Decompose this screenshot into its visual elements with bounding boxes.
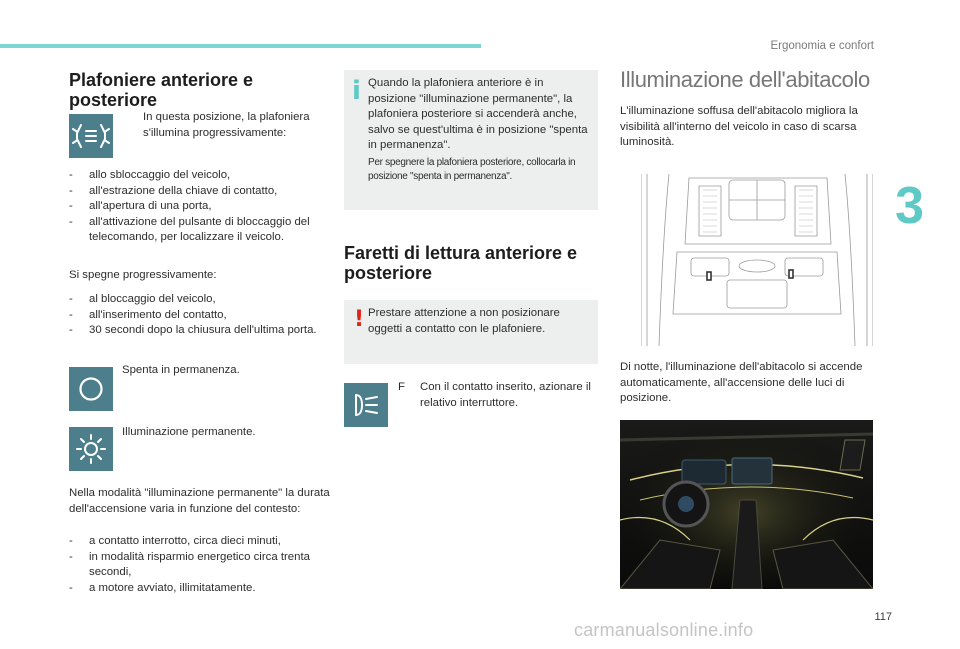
- cabin-para-1: L'illuminazione soffusa dell'abitacolo migliora la visibilità all'interno del veicolo in caso di scarsa luminosità.: [620, 105, 858, 149]
- ceiling-lights-title: [69, 70, 329, 110]
- permanent-note: Nella modalità "illuminazione permanente" la durata dell'accensione varia in funzione del contesto:: [69, 487, 330, 515]
- list-item: - allo sbloccaggio del veicolo,: [69, 168, 331, 184]
- title-line-2: posteriore: [69, 90, 158, 110]
- warning-icon: !: [354, 307, 365, 332]
- list-item: - all'attivazione del pulsante di bloccaggio del telecomando, per localizzare il veicolo.: [69, 215, 331, 246]
- warning-text: Prestare attenzione a non posizionare oggetti a contatto con le plafoniere.: [368, 307, 560, 335]
- ambient-lighting-photo: [620, 420, 873, 589]
- roof-console-drawing: [641, 174, 873, 346]
- title-line-1: Plafoniere anteriore e: [69, 70, 254, 90]
- circle-off-icon: [76, 374, 106, 404]
- warning-box: [344, 300, 598, 364]
- on-icon-box: [69, 427, 113, 471]
- reading-lamp-icon: [351, 390, 381, 420]
- watermark: carmanualsonline.info: [574, 620, 754, 640]
- bullet-marker: F: [398, 381, 405, 393]
- door-light-intro: In questa posizione, la plafoniera s'illumina progressivamente:: [143, 111, 310, 139]
- info-icon: i: [352, 76, 361, 106]
- off-label: Spenta in permanenza.: [122, 364, 240, 376]
- duration-list: [69, 534, 331, 596]
- sun-light-icon: [75, 433, 107, 465]
- page-number: 117: [874, 611, 892, 623]
- permanent-label: Illuminazione permanente.: [122, 426, 256, 438]
- list-item: - a motore avviato, illimitatamente.: [69, 581, 331, 597]
- info-small-text: Per spegnere la plafoniera posteriore, collocarla in posizione "spenta in permanenza".: [368, 157, 576, 182]
- list-item: - all'inserimento del contatto,: [69, 308, 331, 324]
- cabin-lighting-title: Illuminazione dell'abitacolo: [620, 67, 870, 92]
- info-text: Quando la plafoniera anteriore è in posizione "illuminazione permanente", la plafoniera posteriore si accenderà anche, salvo se quest'ultima è in posizione "spenta in permanenza".: [368, 77, 588, 152]
- chapter-number: 3: [895, 177, 924, 235]
- header-accent-bar: [0, 44, 481, 48]
- list-item: - all'apertura di una porta,: [69, 199, 331, 215]
- door-light-icon-box: [69, 114, 113, 158]
- list-item: - a contatto interrotto, circa dieci minuti,: [69, 534, 331, 550]
- reading-lights-title: [344, 243, 604, 283]
- on-conditions-list: [69, 168, 331, 246]
- dashboard-night-image: [620, 420, 873, 589]
- list-item: - in modalità risparmio energetico circa trenta secondi,: [69, 550, 331, 581]
- reading-text: Con il contatto inserito, azionare il relativo interruttore.: [420, 381, 591, 409]
- title-line-2: posteriore: [344, 263, 433, 283]
- list-item: - all'estrazione della chiave di contatto,: [69, 184, 331, 200]
- info-box: [344, 70, 598, 210]
- off-conditions-list: [69, 292, 331, 339]
- list-item: - al bloccaggio del veicolo,: [69, 292, 331, 308]
- off-intro: Si spegne progressivamente:: [69, 269, 217, 281]
- reading-icon-box: [344, 383, 388, 427]
- title-line-1: Faretti di lettura anteriore e: [344, 243, 578, 263]
- section-heading: Ergonomia e confort: [770, 40, 874, 52]
- cabin-para-2: Di notte, l'illuminazione dell'abitacolo si accende automaticamente, all'accensione delle luci di posizione.: [620, 361, 863, 405]
- roof-console-illustration: [641, 174, 873, 346]
- off-icon-box: [69, 367, 113, 411]
- door-courtesy-light-icon: [72, 121, 110, 151]
- list-item: - 30 secondi dopo la chiusura dell'ultima porta.: [69, 323, 331, 339]
